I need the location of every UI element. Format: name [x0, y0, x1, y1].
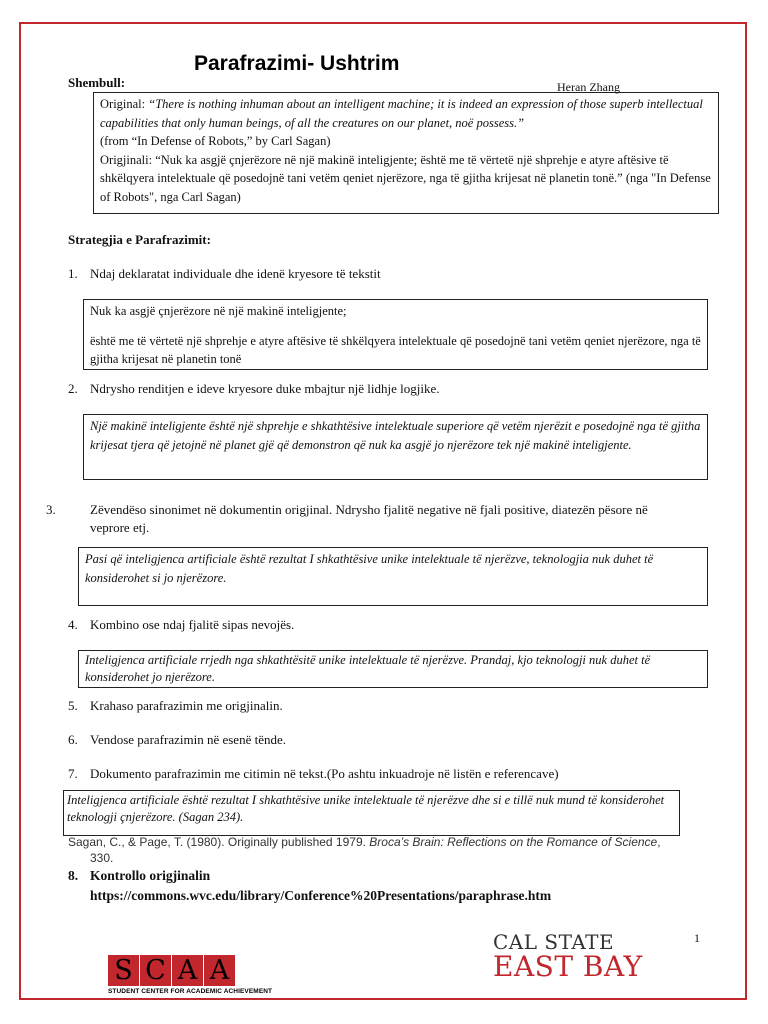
original-source: (from “In Defense of Robots,” by Carl Sagan) — [100, 134, 331, 148]
page-number: 1 — [694, 931, 700, 945]
scaa-letter: C — [140, 955, 171, 986]
scaa-subtitle: STUDENT CENTER FOR ACADEMIC ACHIEVEMENT — [108, 988, 273, 995]
scaa-letter: A — [204, 955, 235, 986]
step-4 — [68, 616, 728, 634]
step-1-box — [83, 299, 708, 370]
scaa-letter: A — [172, 955, 203, 986]
step-text: Zëvendëso sinonimet në dokumentin origjinal. Ndrysho fjalitë negative në fjali positive, diatezën pësore në veprore etj. — [90, 502, 648, 535]
box3-text: Pasi që inteligjenca artificiale është rezultat I shkathtësive unike intelektuale të njerëzve, teknologjia nuk duhet të konsiderohet si jo njerëzore. — [85, 552, 654, 585]
step-8 — [68, 866, 551, 906]
step-number: 7. — [68, 766, 78, 781]
strategy-heading: Strategjia e Parafrazimit: — [68, 232, 211, 247]
author-name: Heran Zhang — [557, 80, 620, 94]
step-text: Ndaj deklaratat individuale dhe idenë kryesore të tekstit — [90, 266, 381, 281]
box2-text: Një makinë inteligjente është një shprehje e shkathtësive intelektuale superiore që vetëm njerëzit e posedojnë nga të gjitha krijesat tjera që jetojnë në planet gjë që demonstron që nuk ka asgjë jo njerëzore tek një makinë inteligjente. — [90, 419, 701, 452]
reference-authors: Sagan, C., & Page, T. (1980). Originally published 1979. — [68, 835, 370, 849]
example-box — [93, 92, 719, 214]
step-8-label: Kontrollo origjinalin — [90, 868, 211, 883]
example-label: Shembull: — [68, 75, 126, 90]
step-3-box — [78, 547, 708, 606]
original-translation: Origjinali: “Nuk ka asgjë çnjerëzore në një makinë inteligjente; është me të vërtetë një shprehje e atyre aftësive të shkëlqyera intelektuale që posedojnë tani vetëm qeniet njerëzore, nga të gjitha krijesat në planetin tonë.” (nga "In Defense of Robots", nga Carl Sagan) — [100, 152, 711, 204]
step-number: 5. — [68, 698, 78, 713]
reference-pages: 330. — [90, 851, 114, 865]
step-1 — [68, 265, 728, 283]
box4-text: Inteligjenca artificiale rrjedh nga shkathtësitë unike intelektuale të njerëzve. Prandaj, kjo teknologji nuk duhet të konsiderohet jo njerëzore. — [85, 653, 651, 684]
step-6 — [68, 731, 728, 749]
reference-book-title: Broca’s Brain: Reflections on the Romance of Science — [369, 835, 658, 849]
source-url-link[interactable]: https://commons.wvc.edu/library/Conference%20Presentations/paraphrase.htm — [90, 888, 552, 903]
box1-line1: Nuk ka asgjë çnjerëzore në një makinë inteligjente; — [90, 304, 347, 318]
box7-text: Inteligjenca artificiale është rezultat I shkathtësive unike intelektuale të njerëzve dhe si e tillë nuk mund të konsiderohet teknologji çnjerëzore. (Sagan 234). — [67, 793, 665, 824]
scaa-logo — [108, 955, 272, 995]
step-number: 4. — [68, 617, 78, 632]
step-7-box — [63, 790, 680, 836]
step-text: Vendose parafrazimin në esenë tënde. — [90, 732, 286, 747]
example-original — [100, 95, 712, 132]
step-5 — [68, 697, 728, 715]
csueb-logo — [493, 932, 643, 982]
csueb-line1: CAL STATE — [493, 930, 615, 954]
scaa-letter: S — [108, 955, 139, 986]
step-number: 2. — [68, 381, 78, 396]
original-quote: “There is nothing inhuman about an intelligent machine; it is indeed an expression of those superb intellectual capabilities that only human beings, of all the creatures on our planet, noë possess.” — [100, 97, 703, 130]
step-number: 8. — [68, 868, 79, 883]
step-3 — [46, 501, 690, 537]
page-title: Parafrazimi- Ushtrim — [194, 52, 400, 75]
step-text: Krahaso parafrazimin me origjinalin. — [90, 698, 283, 713]
reference-entry — [68, 834, 708, 866]
original-label: Original: — [100, 97, 149, 111]
reference-suffix: , — [657, 835, 661, 849]
step-number: 3. — [46, 502, 56, 517]
step-text: Dokumento parafrazimin me citimin në tekst.(Po ashtu inkuadroje në listën e referencave) — [90, 766, 559, 781]
step-text: Ndrysho renditjen e ideve kryesore duke mbajtur një lidhje logjike. — [90, 381, 440, 396]
box1-line2: është me të vërtetë një shprehje e atyre aftësive të shkëlqyera intelektuale që posedojnë tani vetëm qeniet njerëzore, nga të gjitha krijesat në planetin tonë — [90, 333, 701, 366]
step-number: 6. — [68, 732, 78, 747]
step-text: Kombino ose ndaj fjalitë sipas nevojës. — [90, 617, 295, 632]
step-2-box — [83, 414, 708, 480]
step-number: 1. — [68, 266, 78, 281]
step-4-box — [78, 650, 708, 688]
step-2 — [68, 380, 728, 398]
step-7 — [68, 765, 728, 783]
csueb-line2: EAST BAY — [493, 950, 643, 983]
